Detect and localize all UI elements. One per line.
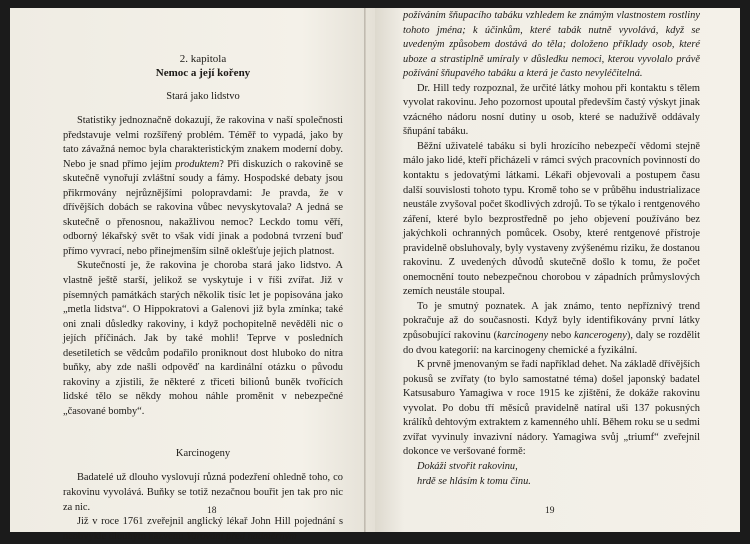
left-page (10, 8, 375, 542)
page-number-left: 18 (207, 506, 217, 516)
paragraph (403, 358, 700, 460)
text-run: K prvně jmenovaným se řadí například dehet. Na základě dřívějších pokusů se zvířaty (to bylo samostatné téma) došel japonský badatel Katsusaburo Yamagiwa v roce 1915 ke zjištění, že dokáže rakovinu vyvolat. Po dobu tří měsíců pravidelně natíral uši 137 pokusných králíků dehtovým extraktem z kamenného uhlí. Během roku se u sedmi zvířat vyvinuly invazivní nádory. Yamagiwa svůj „triumf“ zveřejnil dokonce ve veršované formě: (403, 359, 700, 458)
text-run: To je smutný poznatek. A jak známo, tento nepříznivý trend pokračuje až do současnosti. Když byly identifikovány první látky způsobující rakovinu ( (403, 300, 700, 342)
book-gutter (364, 8, 366, 532)
poem-line: hrdě se hlásím k tomu činu. (417, 475, 531, 487)
text-run: ), daly se rozdělit do dvou kategorií: na karcinogeny chemické a fyzikální. (403, 330, 700, 356)
text-run: Badatelé už dlouho vyslovují různá podezření ohledně toho, co rakovinu vyvolává. Buňky se totiž nezačnou bouřit jen tak pro nic za nic. (63, 472, 343, 513)
right-body-text (403, 9, 700, 460)
text-run: Již v roce 1761 zveřejnil anglický lékař John Hill pojednání s neobvykle dlouhým názvem: (63, 516, 343, 542)
text-run: ? Při diskuzích o rakovině se skutečně vynořují zvláštní soudy a fámy. Hospodské debaty jsou přikrmovány nejrůznějšími polopravdami: Je pravda, že v dřívějších dobách se rakovina vůbec nevyskytovala? A jedná se skutečně o přenosnou, nakažlivou nemoc? Leckdo tomu věří, odborný lékařský svět to však vidí jinak a podobná tvrzení buď přímo vyvrací, nebo přinejmenším silně oklešťuje jejich platnost. (63, 158, 343, 257)
section-title: Stará jako lidstvo (166, 91, 240, 102)
book-spread (10, 8, 740, 542)
poem-line: Dokáži stvořit rakovinu, (417, 460, 518, 472)
italic-text: karcinogeny (497, 330, 549, 342)
text-run: Dr. Hill tedy rozpoznal, že určité látky mohou při kontaktu s tělem vyvolat rakovinu. Jeho pozornost upoutal především častý výskyt jinak vzácného nádoru nosní dutiny u osob, které se nadužívě oddávaly šňupání tabáku. (403, 82, 700, 138)
right-page (375, 8, 740, 532)
paragraph (63, 515, 343, 544)
chapter-number: 2. kapitola (179, 53, 227, 65)
text-run: nebo (548, 330, 575, 342)
italic-text: Varování před nadměrným (186, 530, 297, 542)
left-body-text-2 (63, 471, 343, 544)
paragraph (63, 471, 343, 515)
section-title-karcinogeny: Karcinogeny (175, 448, 231, 460)
page-number-right: 19 (545, 506, 555, 516)
poem-quote (403, 460, 700, 489)
text-run: Běžní uživatelé tabáku si byli hrozícího nebezpečí vědomi stejně málo jako lidé, kteří přicházeli v rámci svých pracovních povinností do kontaktu s jedovatými látkami. Lékaři objevovali a postupem času další souvislosti tohoto typu. Kromě toho se v průběhu industrializace neustále zvyšoval počet škodlivých zdrojů. To se týkalo i rentgenového záření, které bylo bezprostředně po jeho objevení používáno bez jakýchkoli ochranných pomůcek. Osoby, které rentgenové přístroje pravidelně obsluhovaly, byly vystaveny zvýšenému riziku, že dostanou rakovinu. Z uvedených důvodů skutečně došlo k tomu, že počet onemocnění touto nebezpečnou chorobou v západních průmyslových zemích neustále stoupal. (403, 140, 700, 298)
paragraph (403, 300, 700, 358)
left-body-text (63, 114, 343, 419)
paragraph (403, 9, 700, 82)
paragraph (403, 82, 700, 140)
italic-text: požíváním šňupacího tabáku vzhledem ke známým vlastnostem rostliny tohoto jména; k účinkům, které tabák nutně vyvolává, když se uvedeným způsobem dostává do těla; doloženo příklady osob, které uboze a strastiplně umíraly v důsledku nemoci, kterou vyvolalo právě požívání šňupavého tabáku a která je často nevyléčitelná. (403, 10, 700, 80)
paragraph (63, 114, 343, 259)
text-run: Statistiky jednoznačně dokazují, že rakovina v naší společnosti představuje velmi rozšířený problém. Téměř to vypadá, jako by tato závažná nemoc byla charakteristickým znakem moderní doby. Nebo je snad přímo jejím (63, 115, 343, 170)
text-run: Skutečností je, že rakovina je choroba stará jako lidstvo. A vlastně ještě starší, jelikož se vyskytuje i v říši zvířat. Již v písemných památkách starých několik tisíc let je popisována jako „metla lidstva“. O Hippokratovi a Galenovi již byla zmínka; také oni znali důsledky rakoviny, i když pochopitelně nevěděli nic o jejích příčinách. Jak by také mohli! Teprve v posledních desetiletích se vědcům podařilo proniknout dost hluboko do nitra buňky, aby zde našli odpověď na kardinální otázku o původu rakoviny a zjistili, že některé z třiceti bilionů buněk tvořících lidské tělo se někdy mohou náhle proměnit v nebezpečné „časované bomby“. (63, 260, 343, 417)
italic-text: kancerogeny (574, 330, 627, 342)
chapter-title: Nemoc a její kořeny (155, 67, 251, 79)
paragraph (63, 259, 343, 419)
paragraph (403, 140, 700, 300)
italic-text: produktem (175, 158, 220, 170)
